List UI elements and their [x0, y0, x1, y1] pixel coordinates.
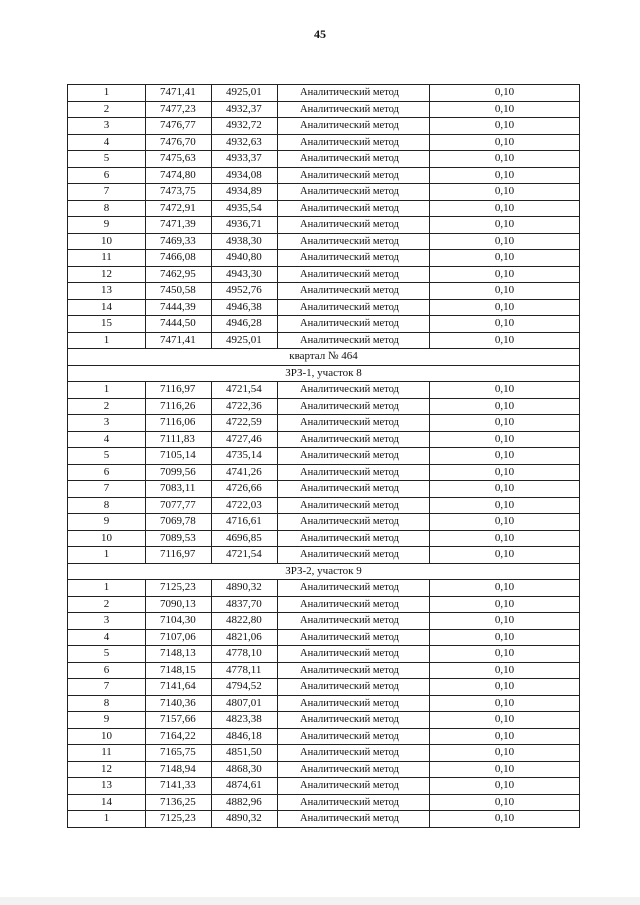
error-cell: 0,10 [430, 580, 580, 597]
error-cell: 0,10 [430, 134, 580, 151]
point-number-cell: 4 [68, 629, 146, 646]
error-cell: 0,10 [430, 431, 580, 448]
method-cell: Аналитический метод [278, 200, 430, 217]
x-coordinate-cell: 7136,25 [146, 794, 212, 811]
point-number-cell: 1 [68, 811, 146, 828]
x-coordinate-cell: 7148,15 [146, 662, 212, 679]
table-row [68, 233, 580, 250]
y-coordinate-cell: 4823,38 [212, 712, 278, 729]
error-cell: 0,10 [430, 629, 580, 646]
point-number-cell: 6 [68, 464, 146, 481]
section-header: ЗРЗ-1, участок 8 [68, 365, 580, 382]
x-coordinate-cell: 7116,06 [146, 415, 212, 432]
table-row [68, 151, 580, 168]
point-number-cell: 13 [68, 283, 146, 300]
x-coordinate-cell: 7476,70 [146, 134, 212, 151]
table-row [68, 794, 580, 811]
table-row [68, 464, 580, 481]
error-cell: 0,10 [430, 167, 580, 184]
x-coordinate-cell: 7472,91 [146, 200, 212, 217]
point-number-cell: 2 [68, 101, 146, 118]
point-number-cell: 9 [68, 712, 146, 729]
error-cell: 0,10 [430, 745, 580, 762]
point-number-cell: 9 [68, 514, 146, 531]
point-number-cell: 5 [68, 646, 146, 663]
y-coordinate-cell: 4778,10 [212, 646, 278, 663]
error-cell: 0,10 [430, 679, 580, 696]
x-coordinate-cell: 7141,64 [146, 679, 212, 696]
table-row [68, 547, 580, 564]
error-cell: 0,10 [430, 728, 580, 745]
section-header-row [68, 563, 580, 580]
method-cell: Аналитический метод [278, 662, 430, 679]
y-coordinate-cell: 4735,14 [212, 448, 278, 465]
x-coordinate-cell: 7125,23 [146, 811, 212, 828]
table-row [68, 332, 580, 349]
method-cell: Аналитический метод [278, 415, 430, 432]
x-coordinate-cell: 7165,75 [146, 745, 212, 762]
y-coordinate-cell: 4932,37 [212, 101, 278, 118]
x-coordinate-cell: 7140,36 [146, 695, 212, 712]
point-number-cell: 8 [68, 200, 146, 217]
table-row [68, 679, 580, 696]
y-coordinate-cell: 4925,01 [212, 332, 278, 349]
table-row [68, 481, 580, 498]
table-row [68, 85, 580, 102]
table-row [68, 184, 580, 201]
point-number-cell: 1 [68, 580, 146, 597]
error-cell: 0,10 [430, 415, 580, 432]
y-coordinate-cell: 4932,72 [212, 118, 278, 135]
y-coordinate-cell: 4932,63 [212, 134, 278, 151]
method-cell: Аналитический метод [278, 266, 430, 283]
point-number-cell: 10 [68, 233, 146, 250]
table-row [68, 382, 580, 399]
y-coordinate-cell: 4943,30 [212, 266, 278, 283]
x-coordinate-cell: 7450,58 [146, 283, 212, 300]
x-coordinate-cell: 7116,26 [146, 398, 212, 415]
error-cell: 0,10 [430, 778, 580, 795]
error-cell: 0,10 [430, 514, 580, 531]
y-coordinate-cell: 4934,89 [212, 184, 278, 201]
y-coordinate-cell: 4846,18 [212, 728, 278, 745]
table-row [68, 217, 580, 234]
table-row [68, 415, 580, 432]
x-coordinate-cell: 7444,50 [146, 316, 212, 333]
method-cell: Аналитический метод [278, 481, 430, 498]
section-header: ЗРЗ-2, участок 9 [68, 563, 580, 580]
point-number-cell: 3 [68, 613, 146, 630]
y-coordinate-cell: 4890,32 [212, 580, 278, 597]
point-number-cell: 8 [68, 695, 146, 712]
table-row [68, 250, 580, 267]
table-row [68, 712, 580, 729]
method-cell: Аналитический метод [278, 151, 430, 168]
method-cell: Аналитический метод [278, 448, 430, 465]
error-cell: 0,10 [430, 118, 580, 135]
method-cell: Аналитический метод [278, 134, 430, 151]
error-cell: 0,10 [430, 101, 580, 118]
x-coordinate-cell: 7125,23 [146, 580, 212, 597]
x-coordinate-cell: 7116,97 [146, 382, 212, 399]
point-number-cell: 1 [68, 382, 146, 399]
point-number-cell: 1 [68, 85, 146, 102]
table-row [68, 316, 580, 333]
table-row [68, 662, 580, 679]
y-coordinate-cell: 4821,06 [212, 629, 278, 646]
method-cell: Аналитический метод [278, 217, 430, 234]
table-row [68, 448, 580, 465]
method-cell: Аналитический метод [278, 514, 430, 531]
method-cell: Аналитический метод [278, 464, 430, 481]
error-cell: 0,10 [430, 646, 580, 663]
x-coordinate-cell: 7105,14 [146, 448, 212, 465]
y-coordinate-cell: 4851,50 [212, 745, 278, 762]
coordinates-table [67, 84, 580, 828]
x-coordinate-cell: 7471,41 [146, 85, 212, 102]
y-coordinate-cell: 4874,61 [212, 778, 278, 795]
method-cell: Аналитический метод [278, 811, 430, 828]
x-coordinate-cell: 7069,78 [146, 514, 212, 531]
error-cell: 0,10 [430, 811, 580, 828]
point-number-cell: 12 [68, 761, 146, 778]
scan-bottom-edge [0, 897, 640, 905]
y-coordinate-cell: 4882,96 [212, 794, 278, 811]
method-cell: Аналитический метод [278, 85, 430, 102]
error-cell: 0,10 [430, 151, 580, 168]
y-coordinate-cell: 4727,46 [212, 431, 278, 448]
point-number-cell: 5 [68, 448, 146, 465]
method-cell: Аналитический метод [278, 794, 430, 811]
table-row [68, 811, 580, 828]
y-coordinate-cell: 4794,52 [212, 679, 278, 696]
point-number-cell: 6 [68, 167, 146, 184]
method-cell: Аналитический метод [278, 728, 430, 745]
point-number-cell: 9 [68, 217, 146, 234]
x-coordinate-cell: 7077,77 [146, 497, 212, 514]
x-coordinate-cell: 7089,53 [146, 530, 212, 547]
error-cell: 0,10 [430, 712, 580, 729]
y-coordinate-cell: 4946,28 [212, 316, 278, 333]
table-row [68, 299, 580, 316]
error-cell: 0,10 [430, 448, 580, 465]
x-coordinate-cell: 7444,39 [146, 299, 212, 316]
x-coordinate-cell: 7090,13 [146, 596, 212, 613]
x-coordinate-cell: 7164,22 [146, 728, 212, 745]
error-cell: 0,10 [430, 200, 580, 217]
error-cell: 0,10 [430, 299, 580, 316]
y-coordinate-cell: 4721,54 [212, 382, 278, 399]
method-cell: Аналитический метод [278, 745, 430, 762]
method-cell: Аналитический метод [278, 679, 430, 696]
point-number-cell: 14 [68, 794, 146, 811]
method-cell: Аналитический метод [278, 332, 430, 349]
point-number-cell: 6 [68, 662, 146, 679]
x-coordinate-cell: 7469,33 [146, 233, 212, 250]
y-coordinate-cell: 4722,36 [212, 398, 278, 415]
method-cell: Аналитический метод [278, 530, 430, 547]
table-row [68, 134, 580, 151]
point-number-cell: 2 [68, 398, 146, 415]
table-row [68, 580, 580, 597]
point-number-cell: 10 [68, 530, 146, 547]
x-coordinate-cell: 7083,11 [146, 481, 212, 498]
x-coordinate-cell: 7471,39 [146, 217, 212, 234]
section-header-row [68, 365, 580, 382]
x-coordinate-cell: 7476,77 [146, 118, 212, 135]
table-row [68, 596, 580, 613]
page-number: 45 [314, 27, 326, 41]
y-coordinate-cell: 4925,01 [212, 85, 278, 102]
y-coordinate-cell: 4946,38 [212, 299, 278, 316]
table-row [68, 283, 580, 300]
error-cell: 0,10 [430, 283, 580, 300]
table-row [68, 629, 580, 646]
x-coordinate-cell: 7111,83 [146, 431, 212, 448]
method-cell: Аналитический метод [278, 101, 430, 118]
coordinates-table-body [68, 85, 580, 828]
error-cell: 0,10 [430, 464, 580, 481]
table-row [68, 613, 580, 630]
y-coordinate-cell: 4822,80 [212, 613, 278, 630]
method-cell: Аналитический метод [278, 250, 430, 267]
y-coordinate-cell: 4952,76 [212, 283, 278, 300]
table-row [68, 745, 580, 762]
point-number-cell: 10 [68, 728, 146, 745]
table-row [68, 431, 580, 448]
method-cell: Аналитический метод [278, 547, 430, 564]
x-coordinate-cell: 7473,75 [146, 184, 212, 201]
section-header: квартал № 464 [68, 349, 580, 366]
y-coordinate-cell: 4868,30 [212, 761, 278, 778]
x-coordinate-cell: 7157,66 [146, 712, 212, 729]
x-coordinate-cell: 7462,95 [146, 266, 212, 283]
y-coordinate-cell: 4934,08 [212, 167, 278, 184]
error-cell: 0,10 [430, 547, 580, 564]
x-coordinate-cell: 7107,06 [146, 629, 212, 646]
error-cell: 0,10 [430, 613, 580, 630]
point-number-cell: 7 [68, 481, 146, 498]
y-coordinate-cell: 4741,26 [212, 464, 278, 481]
method-cell: Аналитический метод [278, 596, 430, 613]
error-cell: 0,10 [430, 266, 580, 283]
point-number-cell: 7 [68, 184, 146, 201]
table-row [68, 530, 580, 547]
method-cell: Аналитический метод [278, 167, 430, 184]
method-cell: Аналитический метод [278, 118, 430, 135]
error-cell: 0,10 [430, 217, 580, 234]
x-coordinate-cell: 7099,56 [146, 464, 212, 481]
y-coordinate-cell: 4722,59 [212, 415, 278, 432]
point-number-cell: 1 [68, 332, 146, 349]
method-cell: Аналитический метод [278, 629, 430, 646]
point-number-cell: 15 [68, 316, 146, 333]
method-cell: Аналитический метод [278, 398, 430, 415]
error-cell: 0,10 [430, 695, 580, 712]
error-cell: 0,10 [430, 530, 580, 547]
x-coordinate-cell: 7471,41 [146, 332, 212, 349]
x-coordinate-cell: 7104,30 [146, 613, 212, 630]
y-coordinate-cell: 4938,30 [212, 233, 278, 250]
error-cell: 0,10 [430, 184, 580, 201]
x-coordinate-cell: 7477,23 [146, 101, 212, 118]
method-cell: Аналитический метод [278, 283, 430, 300]
point-number-cell: 4 [68, 134, 146, 151]
y-coordinate-cell: 4940,80 [212, 250, 278, 267]
method-cell: Аналитический метод [278, 497, 430, 514]
error-cell: 0,10 [430, 596, 580, 613]
error-cell: 0,10 [430, 382, 580, 399]
point-number-cell: 4 [68, 431, 146, 448]
point-number-cell: 3 [68, 415, 146, 432]
x-coordinate-cell: 7116,97 [146, 547, 212, 564]
y-coordinate-cell: 4890,32 [212, 811, 278, 828]
y-coordinate-cell: 4696,85 [212, 530, 278, 547]
method-cell: Аналитический метод [278, 382, 430, 399]
method-cell: Аналитический метод [278, 233, 430, 250]
x-coordinate-cell: 7466,08 [146, 250, 212, 267]
method-cell: Аналитический метод [278, 778, 430, 795]
point-number-cell: 8 [68, 497, 146, 514]
method-cell: Аналитический метод [278, 431, 430, 448]
table-row [68, 695, 580, 712]
method-cell: Аналитический метод [278, 613, 430, 630]
table-row [68, 778, 580, 795]
method-cell: Аналитический метод [278, 316, 430, 333]
error-cell: 0,10 [430, 761, 580, 778]
x-coordinate-cell: 7474,80 [146, 167, 212, 184]
point-number-cell: 3 [68, 118, 146, 135]
method-cell: Аналитический метод [278, 184, 430, 201]
y-coordinate-cell: 4721,54 [212, 547, 278, 564]
point-number-cell: 2 [68, 596, 146, 613]
y-coordinate-cell: 4716,61 [212, 514, 278, 531]
point-number-cell: 11 [68, 745, 146, 762]
y-coordinate-cell: 4807,01 [212, 695, 278, 712]
x-coordinate-cell: 7148,94 [146, 761, 212, 778]
error-cell: 0,10 [430, 662, 580, 679]
error-cell: 0,10 [430, 398, 580, 415]
table-row [68, 761, 580, 778]
y-coordinate-cell: 4726,66 [212, 481, 278, 498]
point-number-cell: 7 [68, 679, 146, 696]
method-cell: Аналитический метод [278, 761, 430, 778]
x-coordinate-cell: 7475,63 [146, 151, 212, 168]
error-cell: 0,10 [430, 233, 580, 250]
table-row [68, 497, 580, 514]
x-coordinate-cell: 7141,33 [146, 778, 212, 795]
table-row [68, 101, 580, 118]
table-row [68, 200, 580, 217]
table-row [68, 646, 580, 663]
method-cell: Аналитический метод [278, 299, 430, 316]
y-coordinate-cell: 4935,54 [212, 200, 278, 217]
error-cell: 0,10 [430, 85, 580, 102]
y-coordinate-cell: 4722,03 [212, 497, 278, 514]
table-row [68, 118, 580, 135]
point-number-cell: 5 [68, 151, 146, 168]
error-cell: 0,10 [430, 481, 580, 498]
point-number-cell: 13 [68, 778, 146, 795]
point-number-cell: 12 [68, 266, 146, 283]
error-cell: 0,10 [430, 250, 580, 267]
error-cell: 0,10 [430, 316, 580, 333]
method-cell: Аналитический метод [278, 712, 430, 729]
section-header-row [68, 349, 580, 366]
y-coordinate-cell: 4837,70 [212, 596, 278, 613]
table-row [68, 514, 580, 531]
error-cell: 0,10 [430, 794, 580, 811]
error-cell: 0,10 [430, 332, 580, 349]
error-cell: 0,10 [430, 497, 580, 514]
point-number-cell: 11 [68, 250, 146, 267]
point-number-cell: 1 [68, 547, 146, 564]
method-cell: Аналитический метод [278, 646, 430, 663]
table-row [68, 266, 580, 283]
method-cell: Аналитический метод [278, 580, 430, 597]
x-coordinate-cell: 7148,13 [146, 646, 212, 663]
table-row [68, 398, 580, 415]
table-row [68, 728, 580, 745]
table-row [68, 167, 580, 184]
method-cell: Аналитический метод [278, 695, 430, 712]
y-coordinate-cell: 4936,71 [212, 217, 278, 234]
y-coordinate-cell: 4778,11 [212, 662, 278, 679]
y-coordinate-cell: 4933,37 [212, 151, 278, 168]
point-number-cell: 14 [68, 299, 146, 316]
